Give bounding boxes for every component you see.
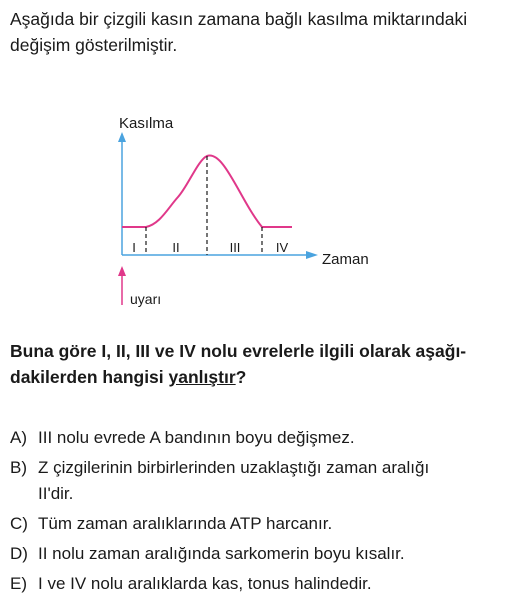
option-text: Tüm zaman aralıklarında ATP harcanır. (38, 514, 333, 533)
phase-label-4: IV (275, 240, 289, 255)
option-d[interactable] (10, 541, 522, 567)
option-a[interactable] (10, 425, 522, 451)
option-text (38, 455, 522, 507)
option-e[interactable] (10, 571, 522, 597)
answer-options (10, 425, 522, 601)
option-c[interactable] (10, 511, 522, 537)
option-letter: E) (10, 574, 27, 593)
option-letter: D) (10, 544, 28, 563)
stimulus-label: uyarı (130, 291, 162, 307)
question-emphasis: yanlıştır (168, 367, 236, 387)
phase-label-1: I (132, 240, 136, 255)
x-axis-arrow (306, 251, 318, 259)
question-stem (10, 338, 522, 390)
phase-label-2: II (172, 240, 180, 255)
stimulus-arrow-head (118, 266, 126, 276)
intro-line-1: Aşağıda bir çizgili kasın zamana bağlı kasılma miktarındaki (10, 9, 468, 29)
y-axis-label: Kasılma (119, 115, 174, 132)
phase-label-3: III (229, 240, 241, 255)
question-part-3: ? (235, 367, 247, 387)
option-text: III nolu evrede A bandının boyu değişmez. (38, 428, 355, 447)
option-text-line-2: II'dir. (38, 484, 74, 503)
question-line-1: Buna göre I, II, III ve IV nolu evrelerle ilgili olarak aşağı- (10, 341, 467, 361)
option-text-line-1: Z çizgilerinin birbirlerinden uzaklaştığı zaman aralığı (38, 458, 430, 477)
option-letter: B) (10, 458, 27, 477)
option-b[interactable] (10, 455, 522, 507)
x-axis-label: Zaman (322, 251, 369, 268)
contraction-chart (0, 100, 530, 315)
option-letter: C) (10, 514, 28, 533)
question-part-2: dakilerden hangisi (10, 367, 169, 387)
option-text: II nolu zaman aralığında sarkomerin boyu kısalır. (38, 544, 405, 563)
question-intro (10, 6, 522, 58)
option-letter: A) (10, 428, 27, 447)
intro-line-2: değişim gösterilmiştir. (10, 35, 178, 55)
question-line-2 (10, 364, 522, 390)
option-text: I ve IV nolu aralıklarda kas, tonus halindedir. (38, 574, 372, 593)
y-axis-arrow (118, 132, 126, 142)
